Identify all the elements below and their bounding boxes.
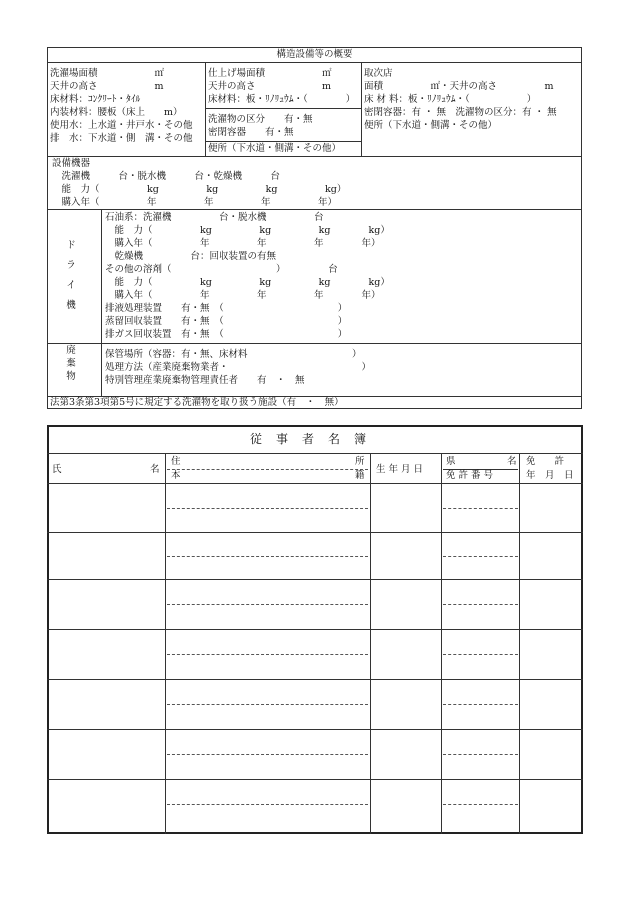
col1-line: 床材料：ｺﾝｸﾘｰﾄ・ﾀｲﾙ: [50, 94, 141, 105]
table-row: [47, 579, 583, 580]
dry-line: 排液処理装置 有・無 （ ）: [105, 303, 348, 314]
dry-line: 購入年（ 年 年 年 年）: [105, 290, 381, 301]
divider: [165, 453, 166, 834]
roster-title: 従事者名簿: [249, 432, 380, 446]
divider: [167, 469, 368, 470]
divider: [167, 804, 368, 805]
divider: [167, 556, 368, 557]
divider: [443, 704, 518, 705]
col2-line: 仕上げ場面積 ㎡: [208, 68, 332, 79]
header-address: 住: [171, 456, 181, 467]
dry-line: 石油系：洗濯機 台・脱水機 台: [105, 212, 324, 223]
col3-line: 密閉容器：有 ・ 無 洗濯物の区分：有 ・ 無: [364, 107, 557, 118]
equipment-line: 洗濯機 台・脱水機 台・乾燥機 台: [52, 171, 281, 182]
divider: [47, 156, 582, 157]
divider: [167, 754, 368, 755]
col2-line: 便所（下水道・側溝・その他）: [208, 143, 342, 154]
header-license-date: 年 月 日: [526, 470, 574, 481]
dry-line: 乾燥機 台：回収装置の有無: [105, 251, 277, 262]
divider: [443, 754, 518, 755]
col1-line: 使用水：上水道・井戸水・その他: [50, 120, 193, 131]
footer-note: 法第3条第3項第5号に規定する洗濯物を取り扱う施設（有 ・ 無）: [50, 397, 344, 408]
header-pref: 県: [446, 456, 456, 467]
divider: [47, 209, 582, 210]
header-honseki2: 籍: [355, 470, 365, 481]
dry-line: 排ガス回収装置 有・無 （ ）: [105, 329, 348, 340]
dry-line: 能 力（ kg kg kg kg）: [105, 277, 390, 288]
divider: [47, 62, 582, 63]
divider: [47, 453, 583, 454]
header-name: 氏: [52, 464, 62, 475]
waste-line: 保管場所（容器：有・無、床材料 ）: [105, 349, 362, 360]
dry-line: 能 力（ kg kg kg kg）: [105, 225, 390, 236]
divider: [441, 453, 442, 834]
header-license: 免 許: [526, 456, 565, 467]
divider: [519, 453, 520, 834]
waste-line: 特別管理産業廃棄物管理責任者 有 ・ 無: [105, 375, 305, 386]
col1-line: 天井の高さ m: [50, 81, 164, 92]
dry-line: 購入年（ 年 年 年 年）: [105, 238, 381, 249]
divider: [47, 343, 582, 344]
col3-line: 床 材 料：板・ﾘﾉﾘｭｳﾑ・（ ）: [364, 94, 537, 105]
divider: [101, 209, 102, 396]
equipment-line: 設備機器: [52, 158, 91, 169]
divider: [167, 654, 368, 655]
header-address2: 所: [355, 456, 365, 467]
equipment-line: 購入年（ 年 年 年 年）: [52, 197, 338, 208]
header-honseki: 本: [171, 470, 181, 481]
divider: [205, 141, 361, 142]
dry-line: その他の溶剤（ ） 台: [105, 264, 338, 275]
divider: [370, 453, 371, 834]
table-row: [47, 532, 583, 533]
structure-title: 構造設備等の概要: [276, 49, 353, 60]
divider: [205, 108, 361, 109]
header-license-no: 免 許 番 号: [446, 470, 494, 481]
col1-line: 排 水：下水道・側 溝・その他: [50, 133, 193, 144]
table-row: [47, 679, 583, 680]
col1-line: 内装材料：腰板（床上 m）: [50, 107, 183, 118]
divider: [443, 654, 518, 655]
equipment-line: 能 力（ kg kg kg kg）: [52, 184, 347, 195]
col1-line: 洗濯場面積 ㎡: [50, 68, 165, 79]
header-birth: 生 年 月 日: [376, 464, 424, 475]
waste-line: 処理方法（産業廃棄物業者・ ）: [105, 362, 372, 373]
dry-label: ドライ機: [66, 240, 76, 311]
table-row: [47, 779, 583, 780]
divider: [443, 804, 518, 805]
divider: [443, 604, 518, 605]
divider: [443, 556, 518, 557]
col2-line: 洗濯物の区分 有・無: [208, 114, 313, 125]
waste-label: 廃棄物: [66, 345, 76, 382]
col3-line: 便所（下水道・側溝・その他）: [364, 120, 498, 131]
col2-line: 天井の高さ m: [208, 81, 332, 92]
table-row: [47, 629, 583, 630]
header-pref2: 名: [507, 456, 517, 467]
divider: [361, 62, 362, 156]
divider: [443, 508, 518, 509]
col3-line: 面積 ㎡・天井の高さ m: [364, 81, 554, 92]
dry-line: 蒸留回収装置 有・無 （ ）: [105, 316, 348, 327]
table-row: [47, 729, 583, 730]
header-name2: 名: [150, 464, 160, 475]
divider: [167, 704, 368, 705]
divider: [167, 604, 368, 605]
divider: [167, 508, 368, 509]
col2-line: 密閉容器 有・無: [208, 127, 294, 138]
col2-line: 床材料：板・ﾘﾉﾘｭｳﾑ・（ ）: [208, 94, 356, 105]
col3-line: 取次店: [364, 68, 393, 79]
divider: [47, 483, 583, 484]
